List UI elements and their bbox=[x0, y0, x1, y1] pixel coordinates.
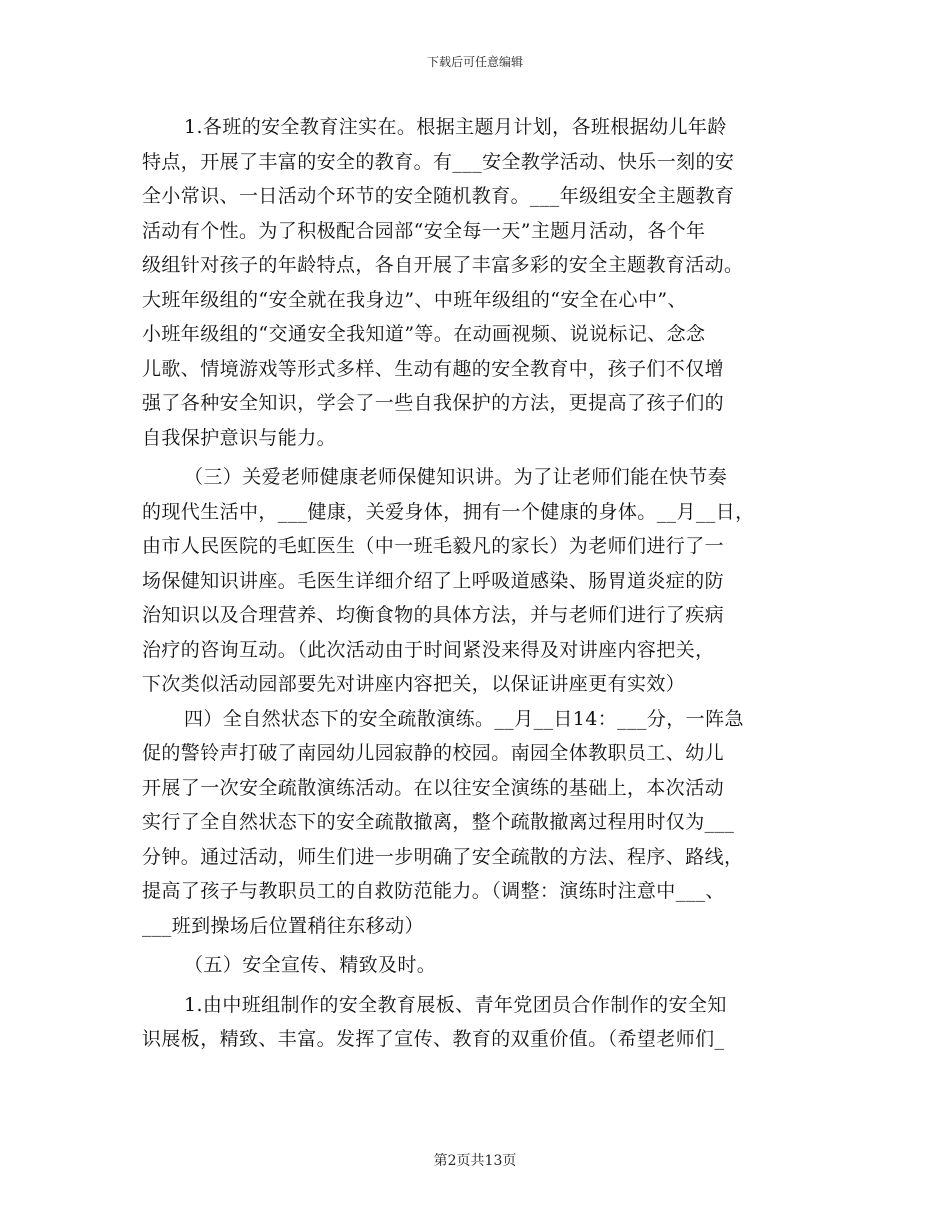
paragraph-evacuation-drill bbox=[142, 702, 814, 944]
text-line: 下次类似活动园部要先对讲座内容把关，以保证讲座更有实效） bbox=[142, 673, 686, 695]
text-line: 治疗的咨询互动。（此次活动由于时间紧没来得及对讲座内容把关， bbox=[142, 638, 715, 661]
text-line: 实行了全自然状态下的安全疏散撤离，整个疏散撤离过程用时仅为___ bbox=[142, 811, 735, 833]
text-line: 特点，开展了丰富的安全的教育。有___安全教学活动、快乐一刻的安 bbox=[142, 150, 735, 173]
text-line: 全小常识、一日活动个环节的安全随机教育。___年级组安全主题教育 bbox=[142, 185, 735, 207]
text-line: 开展了一次安全疏散演练活动。在以往安全演练的基础上，本次活动 bbox=[142, 776, 725, 799]
document-body bbox=[142, 110, 814, 1057]
text-line: 自我保护意识与能力。 bbox=[142, 426, 337, 449]
text-line: 提高了孩子与教职员工的自救防范能力。（调整：演练时注意中___、 bbox=[142, 880, 725, 902]
text-line: 分钟。通过活动，师生们进一步明确了安全疏散的方法、程序、路线， bbox=[142, 845, 744, 868]
page-header: 下载后可任意编辑 bbox=[426, 55, 523, 69]
text-line: 大班年级组的“安全就在我身边”、中班年级组的“安全在心中”、 bbox=[142, 288, 687, 311]
text-line: 儿歌、情境游戏等形式多样、生动有趣的安全教育中，孩子们不仅增 bbox=[142, 357, 725, 380]
text-line: 四）全自然状态下的安全疏散演练。__月__日14：___分，一阵急 bbox=[184, 707, 744, 730]
text-line: 由市人民医院的毛虹医生（中一班毛毅凡的家长）为老师们进行了一 bbox=[142, 535, 725, 557]
text-line: 治知识以及合理营养、均衡食物的具体方法，并与老师们进行了疾病 bbox=[142, 604, 725, 626]
section-heading: （五）安全宣传、精致及时。 bbox=[184, 954, 437, 976]
paragraph-display-boards bbox=[142, 988, 814, 1057]
text-line: 1.由中班组制作的安全教育展板、青年党团员合作制作的安全知 bbox=[184, 993, 727, 1016]
page-number: 第2页共13页 bbox=[433, 1153, 517, 1169]
text-line: 活动有个性。为了积极配合园部“安全每一天”主题月活动，各个年 bbox=[142, 219, 706, 242]
text-line: 识展板，精致、丰富。发挥了宣传、教育的双重价值。（希望老师们_ bbox=[142, 1028, 725, 1050]
paragraph-safety-education bbox=[142, 110, 814, 455]
text-line: 场保健知识讲座。毛医生详细介绍了上呼吸道感染、肠胃道炎症的防 bbox=[142, 569, 725, 592]
text-line: ___班到操场后位置稍往东移动） bbox=[142, 914, 424, 937]
text-line: 的现代生活中，___健康，关爱身体，拥有一个健康的身体。__月__日， bbox=[142, 500, 755, 523]
text-line: 1.各班的安全教育注实在。根据主题月计划，各班根据幼儿年龄 bbox=[184, 116, 727, 138]
text-line: 级组针对孩子的年龄特点，各自开展了丰富多彩的安全主题教育活动。 bbox=[142, 254, 744, 276]
paragraph-safety-publicity bbox=[142, 948, 814, 983]
text-line: 促的警铃声打破了南园幼儿园寂静的校园。南园全体教职员工、幼儿 bbox=[142, 742, 725, 764]
text-line: 强了各种安全知识，学会了一些自我保护的方法，更提高了孩子们的 bbox=[142, 392, 725, 414]
text-line: （三）关爱老师健康老师保健知识讲。为了让老师们能在快节奏 bbox=[184, 466, 728, 488]
paragraph-teacher-health bbox=[142, 460, 814, 702]
text-line: 小班年级组的“交通安全我知道”等。在动画视频、说说标记、念念 bbox=[142, 323, 706, 345]
